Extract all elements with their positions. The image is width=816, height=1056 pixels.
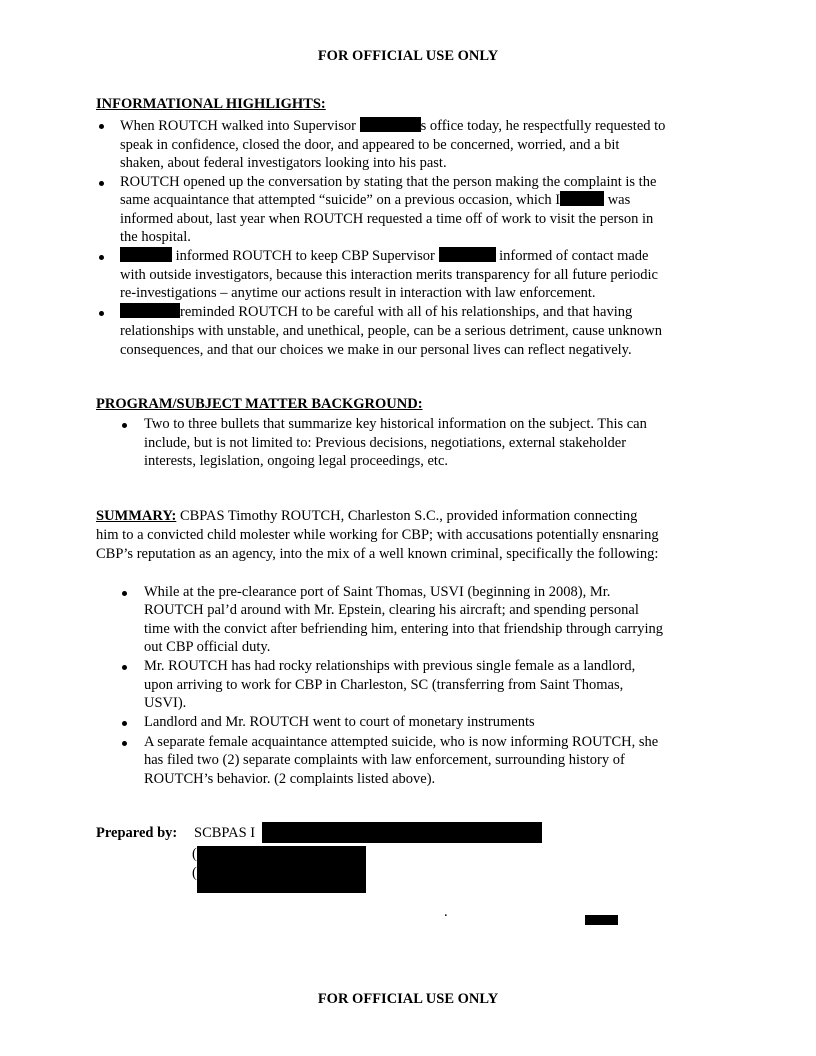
text-segment: s office today, he respectfully requested to (420, 118, 666, 134)
bullet-icon (122, 591, 127, 596)
highlight-2-line-4: the hospital. (120, 229, 191, 245)
summary-item-3-line: Landlord and Mr. ROUTCH went to court of monetary instruments (144, 714, 535, 730)
redaction-block (262, 822, 542, 843)
page-footer: FOR OFFICIAL USE ONLY (317, 991, 499, 1007)
redaction-block (120, 247, 172, 262)
highlight-4-line-2: relationships with unstable, and unethical, people, can be a serious detriment, cause unknown (120, 323, 662, 339)
bullet-icon (122, 721, 127, 726)
highlights-title: INFORMATIONAL HIGHLIGHTS: (96, 96, 326, 112)
text-segment: reminded ROUTCH to be careful with all of his relationships, and that having (180, 304, 633, 320)
bullet-icon (122, 665, 127, 670)
prepared-by-value: SCBPAS I (194, 825, 256, 841)
summary-item-4-line: ROUTCH’s behavior. (2 complaints listed above). (144, 771, 436, 787)
highlight-3-line-3: re-investigations – anytime our actions result in interaction with law enforcement. (120, 285, 596, 301)
background-line-2: include, but is not limited to: Previous decisions, negotiations, external stakeholder (144, 435, 627, 451)
redaction-block (560, 191, 604, 206)
bullet-icon (122, 423, 127, 428)
page-header: FOR OFFICIAL USE ONLY (317, 48, 499, 64)
text-segment: informed of contact made (495, 248, 649, 264)
summary-item-1-line: time with the convict after befriending him, entering into that friendship through carrying (144, 621, 664, 637)
redaction-block (360, 117, 421, 132)
text-segment: same acquaintance that attempted “suicide” on a previous occasion, which I (120, 192, 561, 208)
redaction-block (120, 303, 180, 318)
background-line-1: Two to three bullets that summarize key historical information on the subject. This can (144, 416, 647, 432)
text-segment: informed ROUTCH to keep CBP Supervisor (172, 248, 439, 264)
highlight-3-line-2: with outside investigators, because this interaction merits transparency for all future periodic (120, 267, 658, 283)
redaction-block (197, 846, 366, 893)
stray-dot: . (444, 904, 448, 920)
summary-line-3: CBP’s reputation as an agency, into the mix of a well known criminal, specifically the following: (96, 546, 659, 562)
prepared-by-paren: ( (192, 846, 197, 862)
highlight-1-line-2: speak in confidence, closed the door, and appeared to be concerned, worried, and a bit (120, 137, 620, 153)
summary-item-1-line: out CBP official duty. (144, 639, 271, 655)
bullet-icon (99, 181, 104, 186)
summary-item-4-line: has filed two (2) separate complaints with law enforcement, surrounding history of (144, 752, 625, 768)
prepared-by-paren: ( (192, 865, 197, 881)
summary-item-1-line: While at the pre-clearance port of Saint Thomas, USVI (beginning in 2008), Mr. (144, 584, 611, 600)
summary-item-2-line: Mr. ROUTCH has had rocky relationships with previous single female as a landlord, (144, 658, 636, 674)
highlight-2-line-2 (120, 191, 630, 210)
bullet-icon (122, 741, 127, 746)
text-segment: CBPAS Timothy ROUTCH, Charleston S.C., provided information connecting (176, 508, 638, 524)
summary-label: SUMMARY: (96, 508, 177, 524)
redaction-block (439, 247, 496, 262)
summary-item-4-line: A separate female acquaintance attempted suicide, who is now informing ROUTCH, she (144, 734, 659, 750)
text-segment: When ROUTCH walked into Supervisor (120, 118, 360, 134)
summary-item-2-line: upon arriving to work for CBP in Charleston, SC (transferring from Saint Thomas, (144, 677, 624, 693)
highlight-2-line-3: informed about, last year when ROUTCH requested a time off of work to visit the person in (120, 211, 654, 227)
summary-item-2-line: USVI). (144, 695, 187, 711)
highlight-1-line-1 (120, 117, 665, 136)
summary-line-1 (96, 507, 720, 526)
bullet-icon (99, 311, 104, 316)
highlight-1-line-3: shaken, about federal investigators looking into his past. (120, 155, 447, 171)
highlight-4-line-3: consequences, and that our choices we make in our personal lives can reflect negatively. (120, 342, 632, 358)
highlight-4-line-1 (120, 303, 632, 322)
background-line-3: interests, legislation, ongoing legal proceedings, etc. (144, 453, 449, 469)
summary-line-2: him to a convicted child molester while working for CBP; with accusations potentially ensnaring (96, 527, 659, 543)
summary-item-1-line: ROUTCH pal’d around with Mr. Epstein, clearing his aircraft; and spending personal (144, 602, 639, 618)
background-title: PROGRAM/SUBJECT MATTER BACKGROUND: (96, 396, 423, 412)
bullet-icon (99, 255, 104, 260)
text-segment: was (604, 192, 631, 208)
bullet-icon (99, 124, 104, 129)
highlight-3-line-1 (120, 247, 649, 266)
redaction-block (585, 915, 618, 925)
highlight-2-line-1: ROUTCH opened up the conversation by stating that the person making the complaint is the (120, 174, 657, 190)
prepared-by-label: Prepared by: (96, 825, 178, 841)
